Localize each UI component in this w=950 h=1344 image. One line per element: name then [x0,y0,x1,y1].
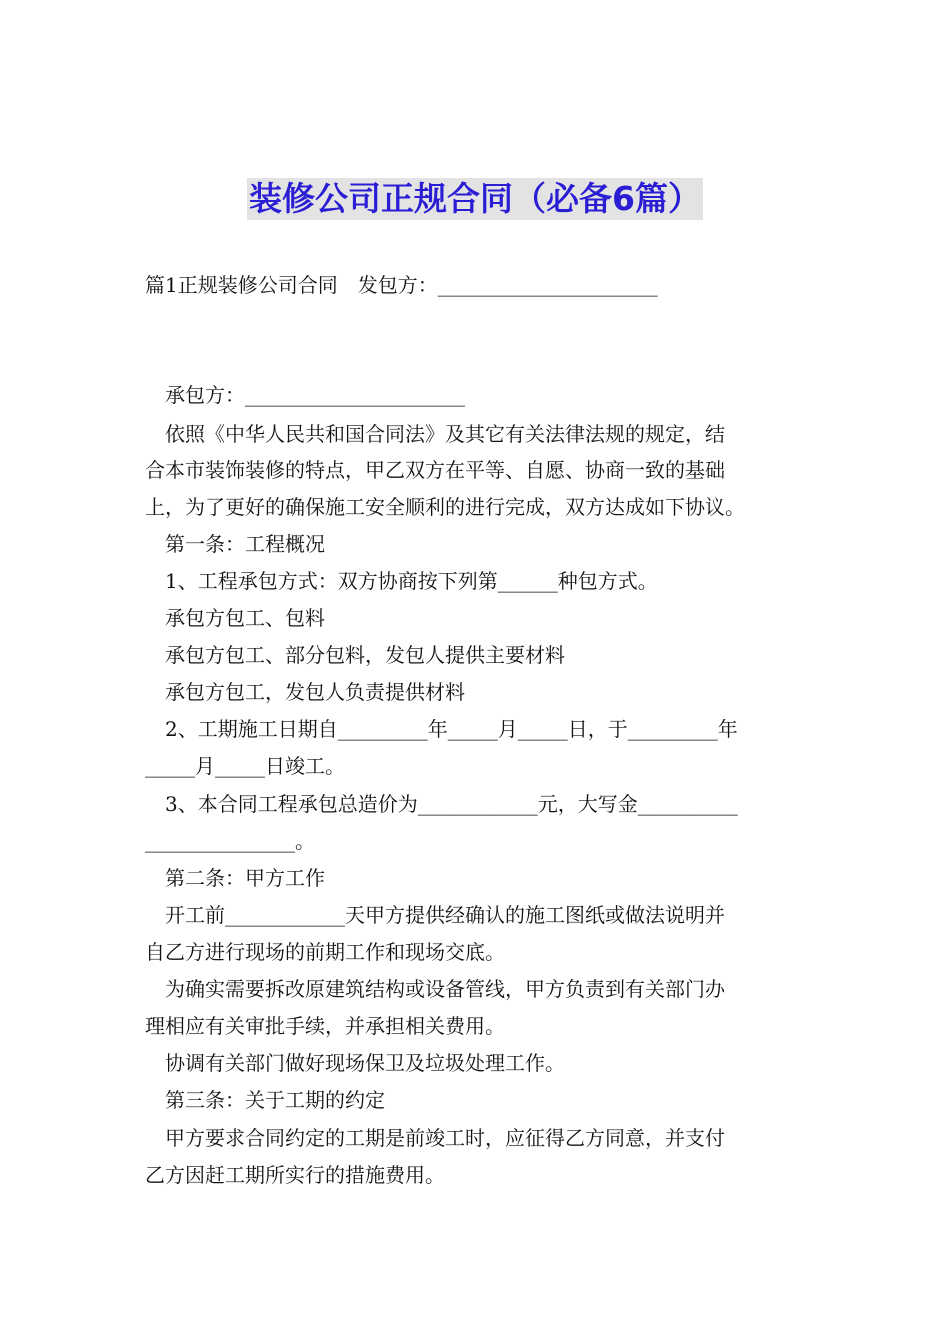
text-line: 第三条：关于工期的约定 [165,1088,385,1112]
text-line: 承包方包工、包料 [165,606,325,630]
text-line: 理相应有关审批手续，并承担相关费用。 [145,1014,505,1038]
text-line: 承包方：______________________ [165,383,465,407]
text-line: 第二条：甲方工作 [165,866,325,890]
text-line: 2、工期施工日期自_________年_____月_____日，于_________年 [165,717,738,741]
text-line: 第一条：工程概况 [165,532,325,556]
text-line: 乙方因赶工期所实行的措施费用。 [145,1163,445,1187]
text-line: 协调有关部门做好现场保卫及垃圾处理工作。 [165,1051,565,1075]
text-line: 承包方包工、部分包料，发包人提供主要材料 [165,643,565,667]
text-line: 1、工程承包方式：双方协商按下列第______种包方式。 [165,569,658,593]
text-line: 合本市装饰装修的特点，甲乙双方在平等、自愿、协商一致的基础 [145,458,725,482]
text-line: 依照《中华人民共和国合同法》及其它有关法律法规的规定，结 [165,422,725,446]
text-line: 上，为了更好的确保施工安全顺利的进行完成，双方达成如下协议。 [145,495,745,519]
text-line: 篇1正规装修公司合同 发包方：______________________ [145,273,658,297]
text-line: 3、本合同工程承包总造价为____________元，大写金__________ [165,792,738,816]
text-line: 承包方包工，发包人负责提供材料 [165,680,465,704]
title-wrap [0,178,950,220]
text-line: _____月_____日竣工。 [145,754,345,778]
text-line: _______________。 [145,829,315,853]
text-line: 开工前____________天甲方提供经确认的施工图纸或做法说明并 [165,903,725,927]
text-line: 自乙方进行现场的前期工作和现场交底。 [145,940,505,964]
text-line: 为确实需要拆改原建筑结构或设备管线，甲方负责到有关部门办 [165,977,725,1001]
document-title: 装修公司正规合同（必备6篇） [249,179,701,218]
text-line: 甲方要求合同约定的工期是前竣工时，应征得乙方同意，并支付 [165,1126,725,1150]
